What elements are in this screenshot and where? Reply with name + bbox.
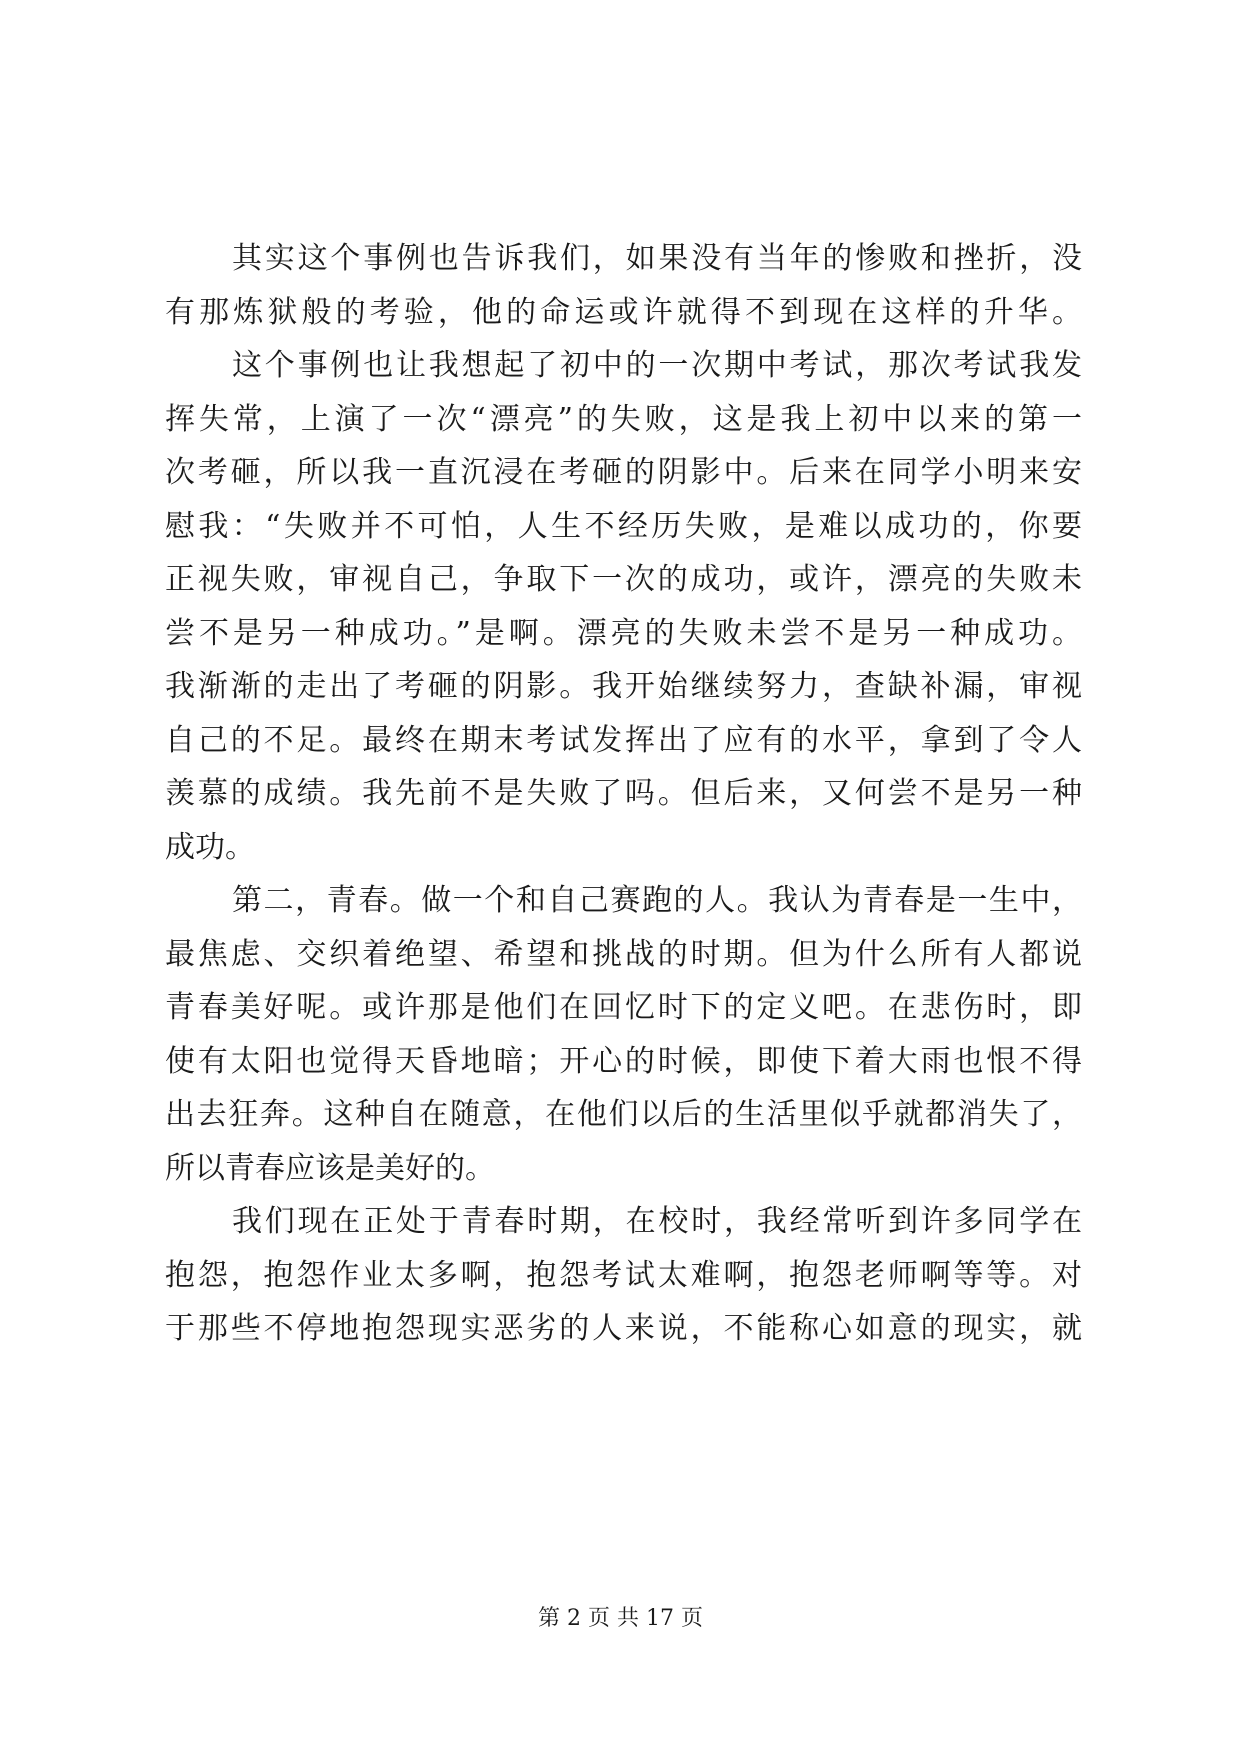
text-line: 这个事例也让我想起了初中的一次期中考试，那次考试我发: [232, 348, 1082, 383]
text-line: 正视失败，审视自己，争取下一次的成功，或许，漂亮的失败未: [165, 562, 1082, 597]
page-number-footer: 第 2 页 共 17 页: [538, 1606, 703, 1631]
text-line: 其实这个事例也告诉我们，如果没有当年的惨败和挫折，没: [232, 241, 1082, 276]
text-line: 所以青春应该是美好的。: [165, 1150, 495, 1186]
text-line: 尝不是另一种成功。”是啊。漂亮的失败未尝不是另一种成功。: [165, 615, 1082, 651]
text-line: 抱怨，抱怨作业太多啊，抱怨考试太难啊，抱怨老师啊等等。对: [165, 1257, 1082, 1293]
text-line: 有那炼狱般的考验，他的命运或许就得不到现在这样的升华。: [165, 294, 1082, 330]
text-line: 次考砸，所以我一直沉浸在考砸的阴影中。后来在同学小明来安: [165, 455, 1082, 490]
text-line: 羡慕的成绩。我先前不是失败了吗。但后来，又何尝不是另一种: [165, 776, 1082, 811]
text-line: 出去狂奔。这种自在随意，在他们以后的生活里似乎就都消失了，: [165, 1097, 1082, 1132]
text-line: 成功。: [165, 829, 255, 865]
body-text: [165, 232, 1082, 1356]
text-line: 第二，青春。做一个和自己赛跑的人。我认为青春是一生中，: [232, 883, 1082, 918]
text-line: 最焦虑、交织着绝望、希望和挑战的时期。但为什么所有人都说: [165, 936, 1082, 972]
text-line: 我渐渐的走出了考砸的阴影。我开始继续努力，查缺补漏，审视: [165, 669, 1082, 704]
text-line: 使有太阳也觉得天昏地暗；开心的时候，即使下着大雨也恨不得: [165, 1043, 1082, 1079]
text-line: 自己的不足。最终在期末考试发挥出了应有的水平，拿到了令人: [165, 722, 1082, 758]
text-line: 我们现在正处于青春时期，在校时，我经常听到许多同学在: [232, 1204, 1082, 1239]
text-line: 挥失常，上演了一次“漂亮”的失败，这是我上初中以来的第一: [165, 401, 1082, 437]
text-line: 慰我：“失败并不可怕，人生不经历失败，是难以成功的，你要: [165, 508, 1082, 544]
text-line: 青春美好呢。或许那是他们在回忆时下的定义吧。在悲伤时，即: [165, 990, 1082, 1025]
text-line: 于那些不停地抱怨现实恶劣的人来说，不能称心如意的现实，就: [165, 1311, 1082, 1346]
